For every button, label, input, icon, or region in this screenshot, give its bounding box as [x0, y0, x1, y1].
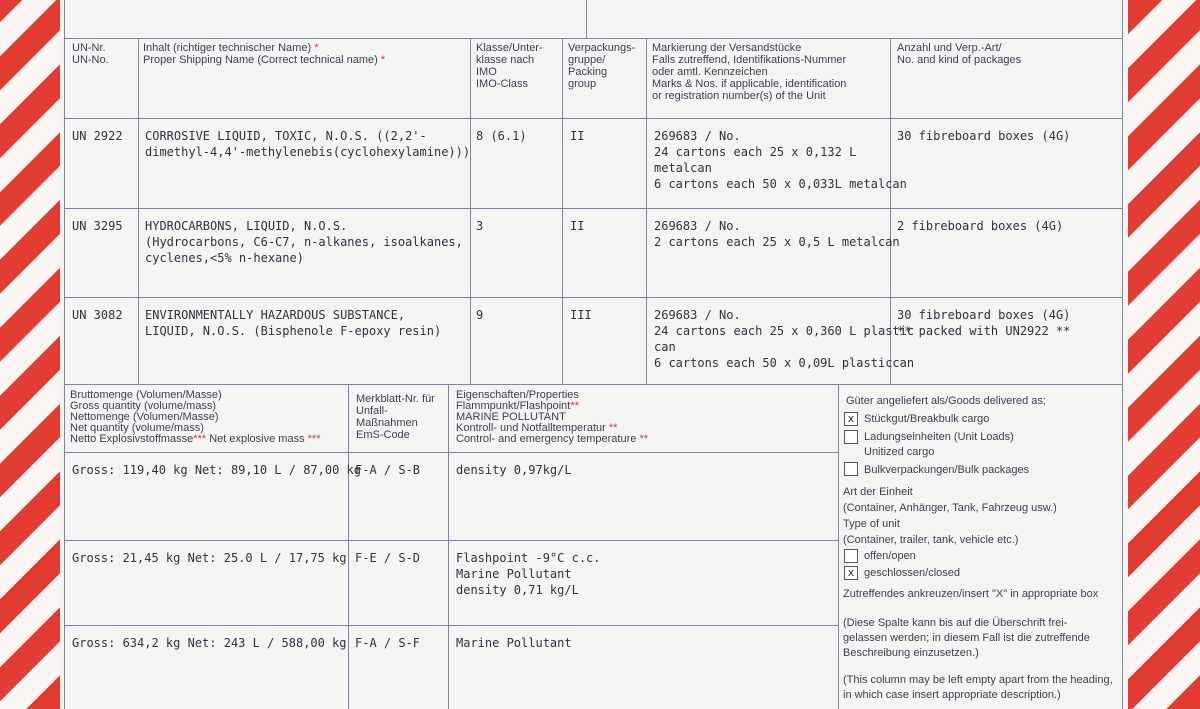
lower-row2-properties: Flashpoint -9°C c.c. Marine Pollutant density 0,71 kg/L	[456, 551, 601, 597]
lower-header-line	[64, 452, 838, 453]
header-un-nr: UN-Nr. UN-No.	[72, 42, 109, 66]
lower-row1-mass: Gross: 119,40 kg Net: 89,10 L / 87,00 kg	[72, 463, 361, 477]
row1-class: 8 (6.1)	[476, 129, 527, 143]
open-label: offen/open	[864, 550, 916, 562]
row-line-2	[64, 297, 1122, 298]
instruction-text: Zutreffendes ankreuzen/insert "X" in appropriate box	[843, 588, 1099, 600]
row3-marks: 269683 / No. 24 cartons each 25 x 0,360 L plastic can 6 cartons each 50 x 0,09L plasticcan	[654, 308, 915, 370]
row2-marks: 269683 / No. 2 cartons each 25 x 0,5 L metalcan	[654, 219, 900, 249]
col-line-1	[138, 38, 139, 384]
top-divider	[586, 0, 587, 38]
hazard-stripe-right	[1128, 0, 1200, 709]
row-line-3	[64, 384, 1122, 385]
col-line-3	[562, 38, 563, 384]
lower-row3-ems: F-A / S-F	[355, 636, 421, 650]
row2-packing-group: II	[570, 219, 585, 233]
row1-packing-group: II	[570, 129, 585, 143]
breakbulk-label: Stückgut/Breakbulk cargo	[864, 413, 990, 425]
row-line-1	[64, 208, 1122, 209]
header-packing-group: Verpackungs- gruppe/ Packing group	[568, 42, 636, 90]
row1-packages: 30 fibreboard boxes (4G)	[897, 129, 1071, 143]
note-english: (This column may be left empty apart from the heading, in which case insert appropriate description.)	[843, 674, 1113, 701]
lower-row-line-1	[64, 540, 838, 541]
form-left-border	[64, 0, 65, 709]
unit-loads-checkbox[interactable]	[844, 430, 858, 444]
open-checkbox[interactable]	[844, 549, 858, 563]
header-class: Klasse/Unter- klasse nach IMO IMO-Class	[476, 42, 543, 90]
row2-packages: 2 fibreboard boxes (4G)	[897, 219, 1064, 233]
lower-row2-mass: Gross: 21,45 kg Net: 25.0 L / 17,75 kg	[72, 551, 347, 565]
row1-name: CORROSIVE LIQUID, TOXIC, N.O.S. ((2,2'- dimethyl-4,4'-methylenebis(cyclohexylamine)))	[145, 129, 471, 159]
bulk-packages-label: Bulkverpackungen/Bulk packages	[864, 464, 1030, 476]
row2-un: UN 3295	[72, 219, 123, 233]
form-right-border	[1122, 0, 1123, 709]
lower-header-mass: Bruttomenge (Volumen/Masse) Gross quantity (volume/mass) Nettomenge (Volumen/Masse) Net quantity (volume/mass) Netto Explosivstoffmasse*** Net explosive mass ***	[70, 389, 321, 445]
row3-packing-group: III	[570, 308, 592, 322]
row2-class: 3	[476, 219, 484, 233]
lower-row2-ems: F-E / S-D	[355, 551, 421, 565]
row3-class: 9	[476, 308, 484, 322]
lower-row-line-2	[64, 625, 838, 626]
unit-type-text: Art der Einheit (Container, Anhänger, Tank, Fahrzeug usw.) Type of unit (Container, trailer, tank, vehicle etc.)	[843, 486, 1057, 546]
lower-row1-properties: density 0,97kg/L	[456, 463, 572, 477]
lower-row1-ems: F-A / S-B	[355, 463, 421, 477]
col-line-4	[646, 38, 647, 384]
table-top-line	[64, 38, 1122, 39]
header-name: Inhalt (richtiger technischer Name) * Proper Shipping Name (Correct technical name) *	[143, 42, 386, 66]
row1-un: UN 2922	[72, 129, 123, 143]
closed-checkbox[interactable]: x	[844, 566, 858, 580]
col-line-2	[470, 38, 471, 384]
lower-col-line-1	[348, 384, 349, 709]
lower-col-line-3	[838, 384, 839, 709]
breakbulk-checkbox[interactable]: x	[844, 412, 858, 426]
lower-row3-mass: Gross: 634,2 kg Net: 243 L / 588,00 kg	[72, 636, 347, 650]
row2-name: HYDROCARBONS, LIQUID, N.O.S. (Hydrocarbons, C6-C7, n-alkanes, isoalkanes, cyclenes,<5% n-hexane)	[145, 219, 463, 265]
goods-title: Güter angeliefert als/Goods delivered as;	[846, 395, 1046, 407]
row3-packages: 30 fibreboard boxes (4G) ** packed with UN2922 **	[897, 308, 1071, 338]
row3-un: UN 3082	[72, 308, 123, 322]
lower-header-properties: Eigenschaften/Properties Flammpunkt/Flashpoint** MARINE POLLUTANT Kontroll- und Notfalltemperatur ** Control- and emergency temperature **	[456, 389, 648, 445]
bulk-packages-checkbox[interactable]	[844, 462, 858, 476]
header-packages: Anzahl und Verp.-Art/ No. and kind of packages	[897, 42, 1022, 66]
header-marks: Markierung der Versandstücke Falls zutreffend, Identifikations-Nummer oder amtl. Kennzeichen Marks & Nos. if applicable, identification or registration number(s) of the Unit	[652, 42, 847, 102]
hazard-stripe-left	[0, 0, 60, 709]
lower-col-line-2	[448, 384, 449, 709]
lower-header-ems: Merkblatt-Nr. für Unfall- Maßnahmen EmS-Code	[356, 393, 435, 441]
closed-label: geschlossen/closed	[864, 567, 961, 579]
header-bottom-line	[64, 118, 1122, 119]
note-german: (Diese Spalte kann bis auf die Überschrift frei- gelassen werden; in diesem Fall ist die zutreffende Beschreibung einzusetzen.)	[843, 617, 1090, 659]
lower-row3-properties: Marine Pollutant	[456, 636, 572, 650]
unit-loads-label: Ladungseinheiten (Unit Loads) Unitized cargo	[864, 431, 1014, 458]
row1-marks: 269683 / No. 24 cartons each 25 x 0,132 L metalcan 6 cartons each 50 x 0,033L metalcan	[654, 129, 907, 191]
row3-name: ENVIRONMENTALLY HAZARDOUS SUBSTANCE, LIQUID, N.O.S. (Bisphenole F-epoxy resin)	[145, 308, 442, 338]
